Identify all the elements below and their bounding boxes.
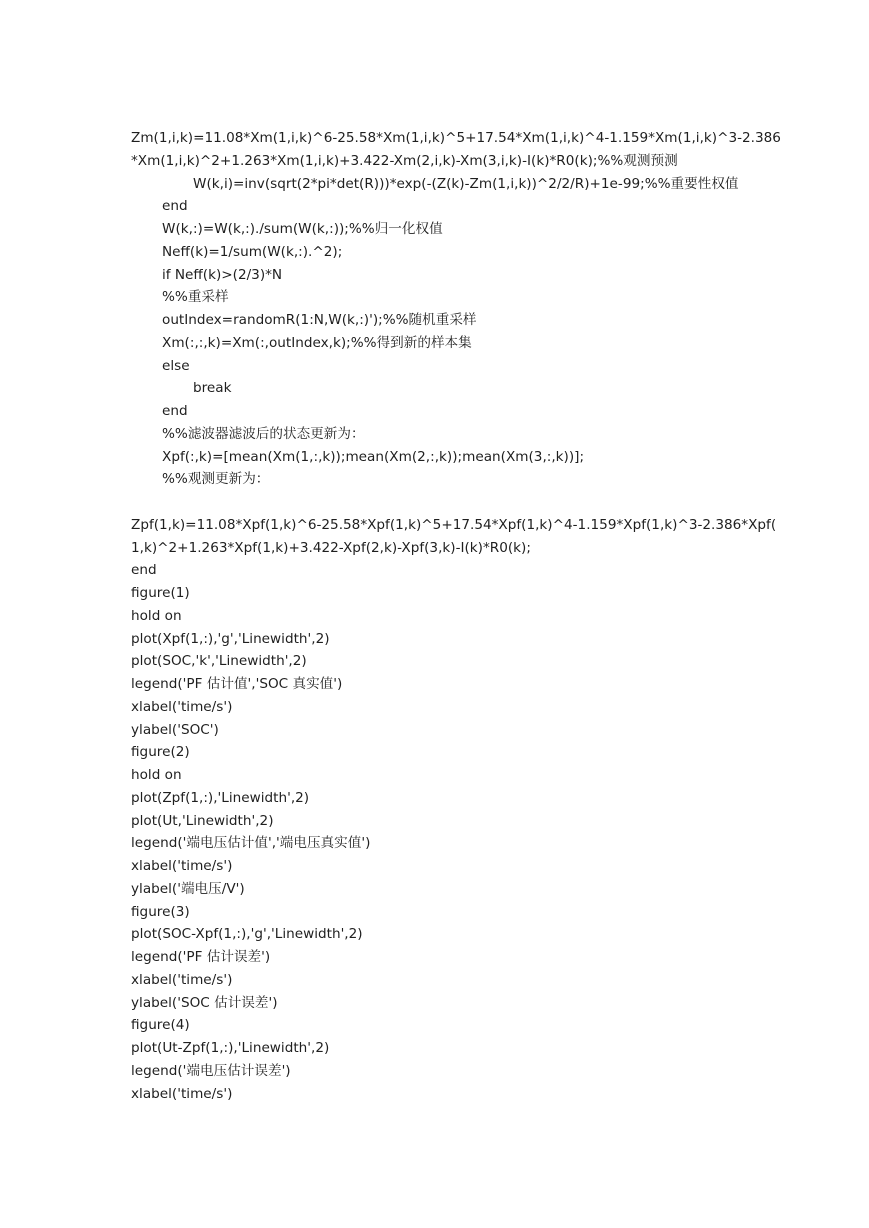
code-line: ylabel('SOC') [131, 721, 219, 738]
code-line: %%观测更新为： [162, 471, 270, 488]
code-line: xlabel('time/s') [131, 698, 233, 715]
code-line: W(k,i)=inv(sqrt(2*pi*det(R)))*exp(-(Z(k)-Zm(1,i,k))^2/2/R)+1e-99;%%重要性权值 [193, 175, 739, 192]
code-line: Neff(k)=1/sum(W(k,:).^2); [162, 243, 343, 260]
code-listing [131, 127, 781, 1105]
code-line: plot(Ut,'Linewidth',2) [131, 812, 274, 829]
code-line: hold on [131, 607, 182, 624]
code-line: Xpf(:,k)=[mean(Xm(1,:,k));mean(Xm(2,:,k));mean(Xm(3,:,k))]; [162, 448, 585, 465]
code-line: plot(Xpf(1,:),'g','Linewidth',2) [131, 630, 330, 647]
code-line: %%滤波器滤波后的状态更新为： [162, 425, 365, 442]
code-line: outIndex=randomR(1:N,W(k,:)');%%随机重采样 [162, 312, 477, 328]
code-line: plot(SOC-Xpf(1,:),'g','Linewidth',2) [131, 926, 363, 943]
code-line: figure(2) [131, 744, 190, 761]
code-line: W(k,:)=W(k,:)./sum(W(k,:));%%归一化权值 [162, 221, 443, 237]
code-line: if Neff(k)>(2/3)*N [162, 266, 283, 283]
code-line: legend('PF 估计误差') [131, 949, 271, 965]
code-line: Xm(:,:,k)=Xm(:,outIndex,k);%%得到新的样本集 [162, 334, 472, 351]
code-line: ylabel('端电压/V') [131, 880, 245, 897]
code-line: break [193, 380, 232, 397]
code-line: end [131, 562, 157, 579]
code-line: figure(1) [131, 585, 190, 601]
code-line: figure(4) [131, 1017, 190, 1034]
code-line: xlabel('time/s') [131, 971, 233, 988]
code-line: plot(SOC,'k','Linewidth',2) [131, 653, 307, 670]
code-line: end [162, 198, 188, 215]
code-line: %%重采样 [162, 289, 229, 306]
code-line: xlabel('time/s') [131, 858, 233, 874]
code-line: hold on [131, 767, 182, 783]
code-line: 1,k)^2+1.263*Xpf(1,k)+3.422-Xpf(2,k)-Xpf(3,k)-I(k)*R0(k); [131, 539, 531, 556]
code-line: figure(3) [131, 903, 190, 920]
code-line: legend('端电压估计误差') [131, 1062, 291, 1079]
code-line: end [162, 403, 188, 419]
code-line: Zpf(1,k)=11.08*Xpf(1,k)^6-25.58*Xpf(1,k)^5+17.54*Xpf(1,k)^4-1.159*Xpf(1,k)^3-2.386*Xpf( [131, 516, 777, 533]
code-line: legend('PF 估计值','SOC 真实值') [131, 676, 343, 692]
code-line: legend('端电压估计值','端电压真实值') [131, 835, 371, 852]
code-line: plot(Ut-Zpf(1,:),'Linewidth',2) [131, 1040, 330, 1056]
code-line: Zm(1,i,k)=11.08*Xm(1,i,k)^6-25.58*Xm(1,i,k)^5+17.54*Xm(1,i,k)^4-1.159*Xm(1,i,k)^3-2.386 [131, 130, 781, 146]
code-line: plot(Zpf(1,:),'Linewidth',2) [131, 789, 310, 806]
code-line: ylabel('SOC 估计误差') [131, 994, 278, 1011]
code-line: xlabel('time/s') [131, 1085, 233, 1102]
code-line: *Xm(1,i,k)^2+1.263*Xm(1,i,k)+3.422-Xm(2,i,k)-Xm(3,i,k)-I(k)*R0(k);%%观测预测 [131, 152, 678, 169]
blank-line [131, 491, 741, 514]
code-line: else [162, 357, 190, 374]
